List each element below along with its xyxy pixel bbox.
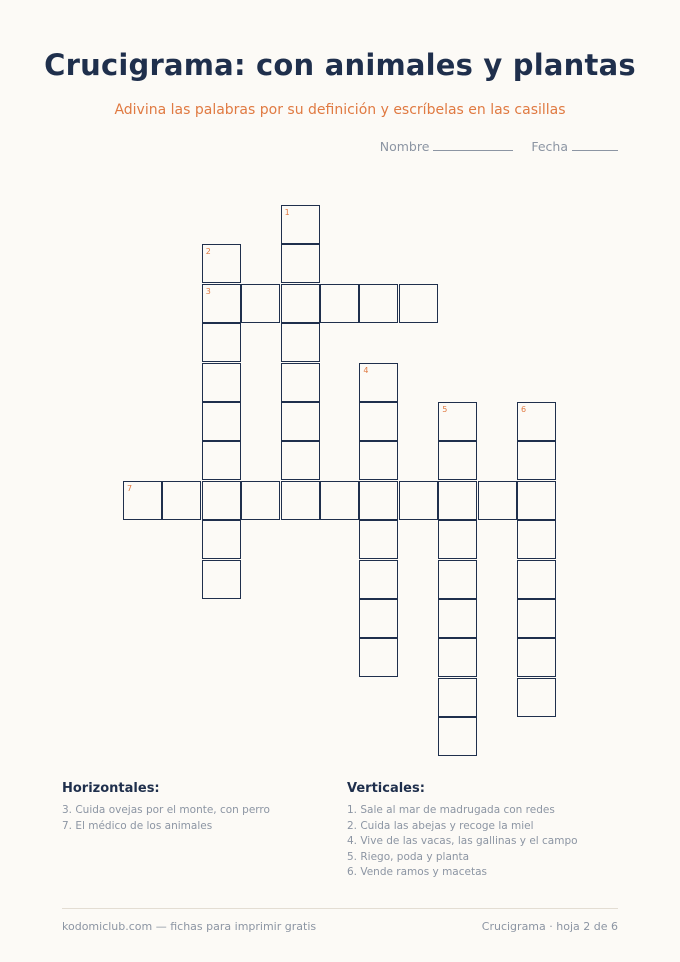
horizontal-clue: 7. El médico de los animales (62, 819, 213, 832)
crossword-cell[interactable] (320, 481, 359, 520)
page-title: Crucigrama: con animales y plantas (44, 48, 636, 82)
crossword-cell[interactable] (241, 284, 280, 323)
crossword-cell[interactable] (281, 205, 320, 244)
vertical-clue: 1. Sale al mar de madrugada con redes (347, 804, 555, 816)
crossword-cell[interactable] (202, 441, 241, 480)
crossword-cell[interactable] (202, 323, 241, 362)
crossword-cell[interactable] (517, 441, 556, 480)
date-blank-line (572, 150, 618, 151)
clue-number: 3 (205, 286, 211, 296)
crossword-cell[interactable] (202, 284, 241, 323)
crossword-cell[interactable] (320, 284, 359, 323)
crossword-cell[interactable] (438, 441, 477, 480)
crossword-cell[interactable] (438, 717, 477, 756)
crossword-cell[interactable] (359, 638, 398, 677)
crossword-cell[interactable] (281, 441, 320, 480)
clue-number: 5 (442, 405, 448, 414)
crossword-cell[interactable] (241, 481, 280, 520)
crossword-cell[interactable] (162, 481, 201, 520)
crossword-cell[interactable] (202, 520, 241, 559)
crossword-cell[interactable] (202, 402, 241, 441)
crossword-cell[interactable] (438, 678, 477, 717)
crossword-cell[interactable] (517, 402, 556, 441)
crossword-cell[interactable] (478, 481, 517, 520)
crossword-cell[interactable] (281, 402, 320, 441)
crossword-cell[interactable] (123, 481, 162, 520)
name-date-fields (380, 139, 618, 154)
clue-number: 1 (284, 208, 290, 217)
vertical-clue: 6. Vende ramos y macetas (347, 866, 487, 878)
crossword-cell[interactable] (202, 481, 241, 520)
horizontal-clues-title: Horizontales: (62, 781, 160, 796)
crossword-cell[interactable] (517, 520, 556, 559)
footer-divider (62, 908, 618, 909)
name-label: Nombre (379, 139, 430, 154)
crossword-cell[interactable] (517, 678, 556, 717)
crossword-cell[interactable] (438, 599, 477, 638)
vertical-clue: 2. Cuida las abejas y recoge la miel (347, 819, 534, 832)
horizontal-clues (62, 781, 270, 834)
crossword-cell[interactable] (281, 481, 320, 520)
crossword-cell[interactable] (359, 284, 398, 323)
clue-number: 7 (127, 483, 133, 493)
vertical-clues (347, 781, 578, 881)
crossword-cell[interactable] (202, 363, 241, 402)
clue-number: 4 (363, 365, 369, 375)
crossword-cell[interactable] (359, 402, 398, 441)
vertical-clue: 5. Riego, poda y planta (347, 850, 470, 863)
crossword-cell[interactable] (202, 244, 241, 283)
crossword-cell[interactable] (359, 599, 398, 638)
page-subtitle: Adivina las palabras por su definición y escríbelas en las casillas (114, 102, 566, 118)
crossword-cell[interactable] (438, 402, 477, 441)
crossword-cell[interactable] (399, 284, 438, 323)
vertical-clues-title: Verticales: (347, 781, 425, 796)
crossword-cell[interactable] (438, 638, 477, 677)
crossword-cell[interactable] (438, 481, 477, 520)
crossword-cell[interactable] (359, 520, 398, 559)
crossword-cell[interactable] (281, 284, 320, 323)
horizontal-clue: 3. Cuida ovejas por el monte, con perro (62, 804, 270, 816)
crossword-cell[interactable] (281, 363, 320, 402)
crossword-cell[interactable] (517, 638, 556, 677)
crossword-cell[interactable] (359, 363, 398, 402)
vertical-clue: 4. Vive de las vacas, las gallinas y el campo (347, 835, 578, 847)
crossword-cell[interactable] (281, 323, 320, 362)
clue-number: 2 (205, 247, 211, 257)
crossword-cell[interactable] (359, 441, 398, 480)
name-blank-line (433, 150, 513, 151)
footer-page-info: Crucigrama · hoja 2 de 6 (481, 920, 618, 933)
crossword-cell[interactable] (438, 520, 477, 559)
crossword-cell[interactable] (399, 481, 438, 520)
footer-site: kodomiclub.com — fichas para imprimir gratis (62, 920, 317, 933)
crossword-cell[interactable] (517, 560, 556, 599)
date-label: Fecha (531, 139, 569, 154)
crossword-cell[interactable] (281, 244, 320, 283)
crossword-cell[interactable] (202, 560, 241, 599)
crossword-cell[interactable] (359, 481, 398, 520)
crossword-cell[interactable] (438, 560, 477, 599)
crossword-cell[interactable] (517, 599, 556, 638)
clue-number: 6 (521, 405, 527, 414)
crossword-cell[interactable] (517, 481, 556, 520)
crossword-cell[interactable] (359, 560, 398, 599)
